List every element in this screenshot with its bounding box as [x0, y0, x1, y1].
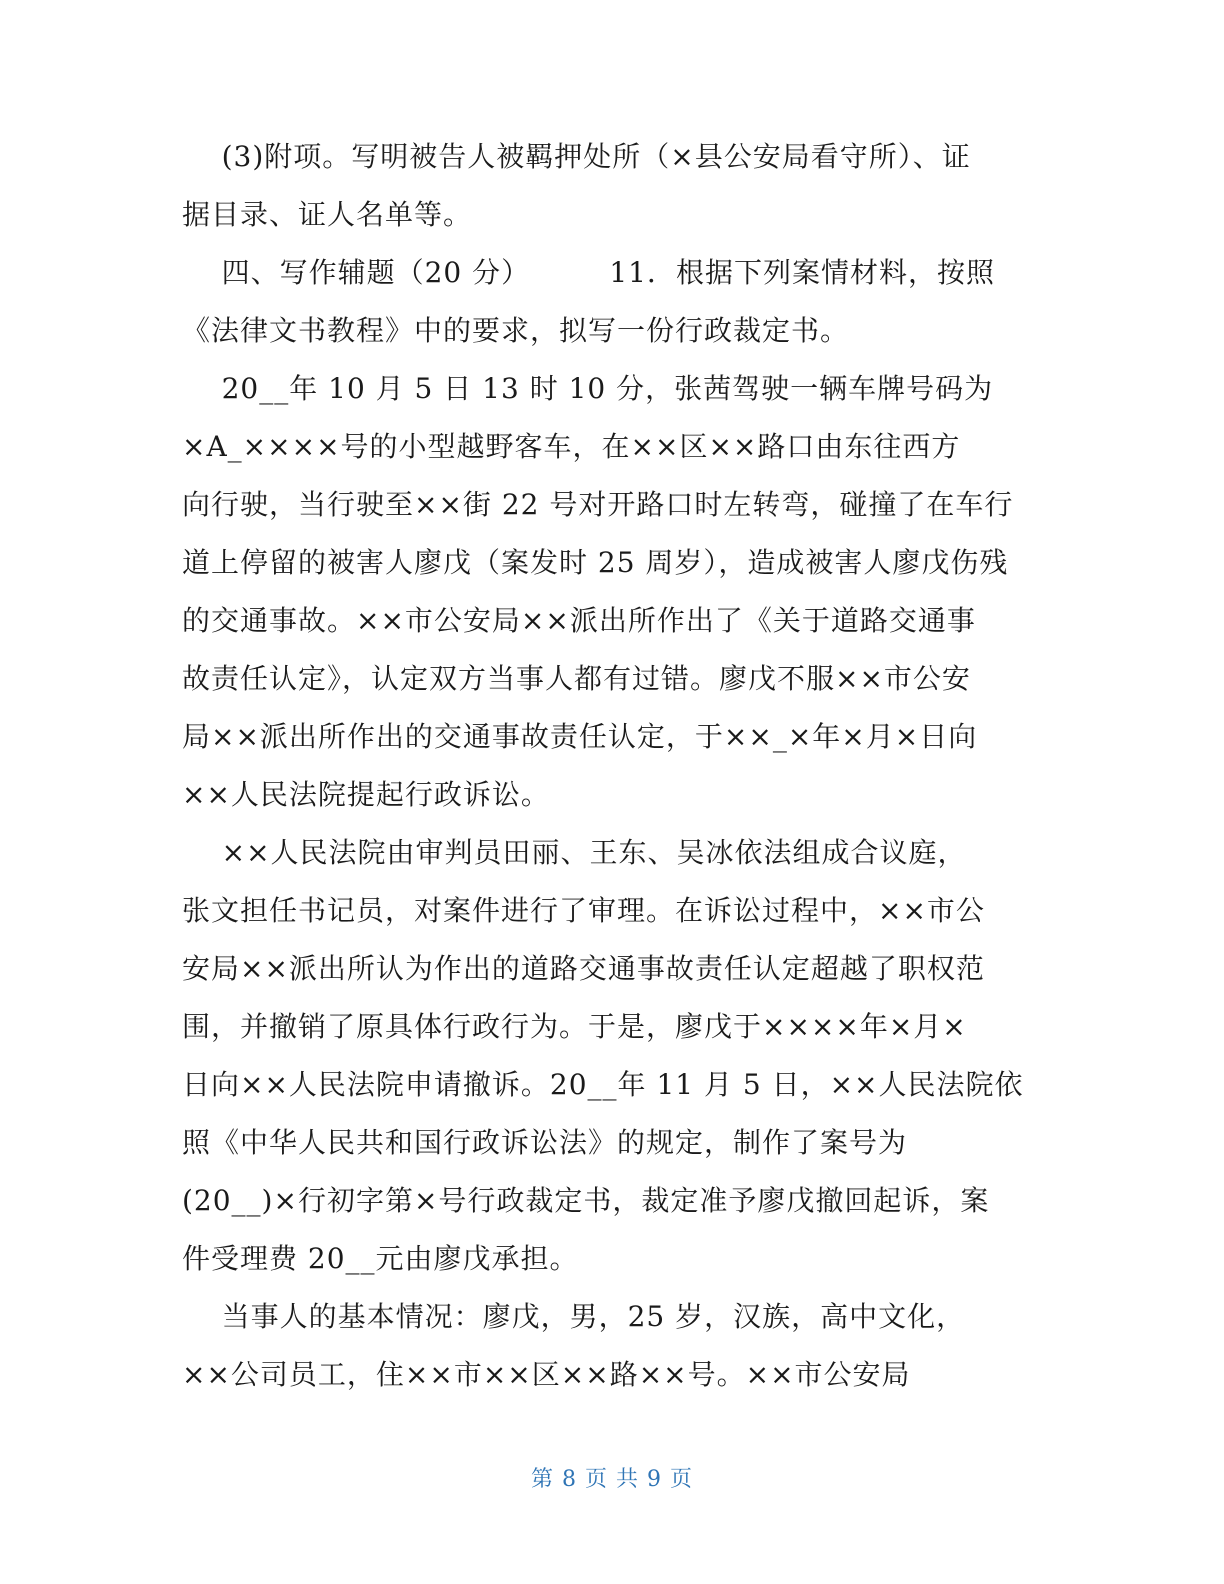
text-line: ××人民法院提起行政诉讼。	[182, 778, 550, 811]
text-line: 向行驶，当行驶至××街 22 号对开路口时左转弯，碰撞了在车行	[182, 488, 1014, 521]
text-line: 道上停留的被害人廖戊（案发时 25 周岁），造成被害人廖戊伤残	[182, 546, 1009, 579]
text-line: 照《中华人民共和国行政诉讼法》的规定，制作了案号为	[182, 1126, 908, 1159]
text-line: ××人民法院由审判员田丽、王东、吴冰依法组成合议庭，	[182, 836, 967, 869]
text-line: 当事人的基本情况：廖戊，男，25 岁，汉族，高中文化，	[182, 1300, 966, 1333]
text-line: 围，并撤销了原具体行政行为。于是，廖戊于××××年×月×	[182, 1010, 967, 1043]
text-line: 据目录、证人名单等。	[182, 198, 473, 231]
document-body	[182, 128, 1032, 1404]
text-line: ×A_××××号的小型越野客车，在××区××路口由东往西方	[182, 430, 961, 463]
text-line: 张文担任书记员，对案件进行了审理。在诉讼过程中，××市公	[182, 894, 985, 927]
text-line: ××公司员工，住××市××区××路××号。××市公安局	[182, 1358, 911, 1391]
text-line: 日向××人民法院申请撤诉。20__年 11 月 5 日，××人民法院依	[182, 1068, 1024, 1101]
text-line: 件受理费 20__元由廖戊承担。	[182, 1242, 579, 1275]
text-line: 的交通事故。××市公安局××派出所作出了《关于道路交通事	[182, 604, 976, 637]
page-number-footer: 第 8 页 共 9 页	[531, 1467, 693, 1492]
text-line: (3)附项。写明被告人被羁押处所（×县公安局看守所）、证	[182, 140, 971, 173]
text-line: 故责任认定》，认定双方当事人都有过错。廖戊不服××市公安	[182, 662, 971, 695]
text-line: 安局××派出所认为作出的道路交通事故责任认定超越了职权范	[182, 952, 985, 985]
text-line: (20__)×行初字第×号行政裁定书，裁定准予廖戊撤回起诉，案	[182, 1184, 990, 1217]
text-line: 《法律文书教程》中的要求，拟写一份行政裁定书。	[182, 314, 850, 347]
text-line: 20__年 10 月 5 日 13 时 10 分，张茜驾驶一辆车牌号码为	[182, 372, 994, 405]
text-line: 四、写作辅题（20 分） 11．根据下列案情材料，按照	[182, 256, 995, 289]
text-line: 局××派出所作出的交通事故责任认定，于××_×年×月×日向	[182, 720, 978, 753]
